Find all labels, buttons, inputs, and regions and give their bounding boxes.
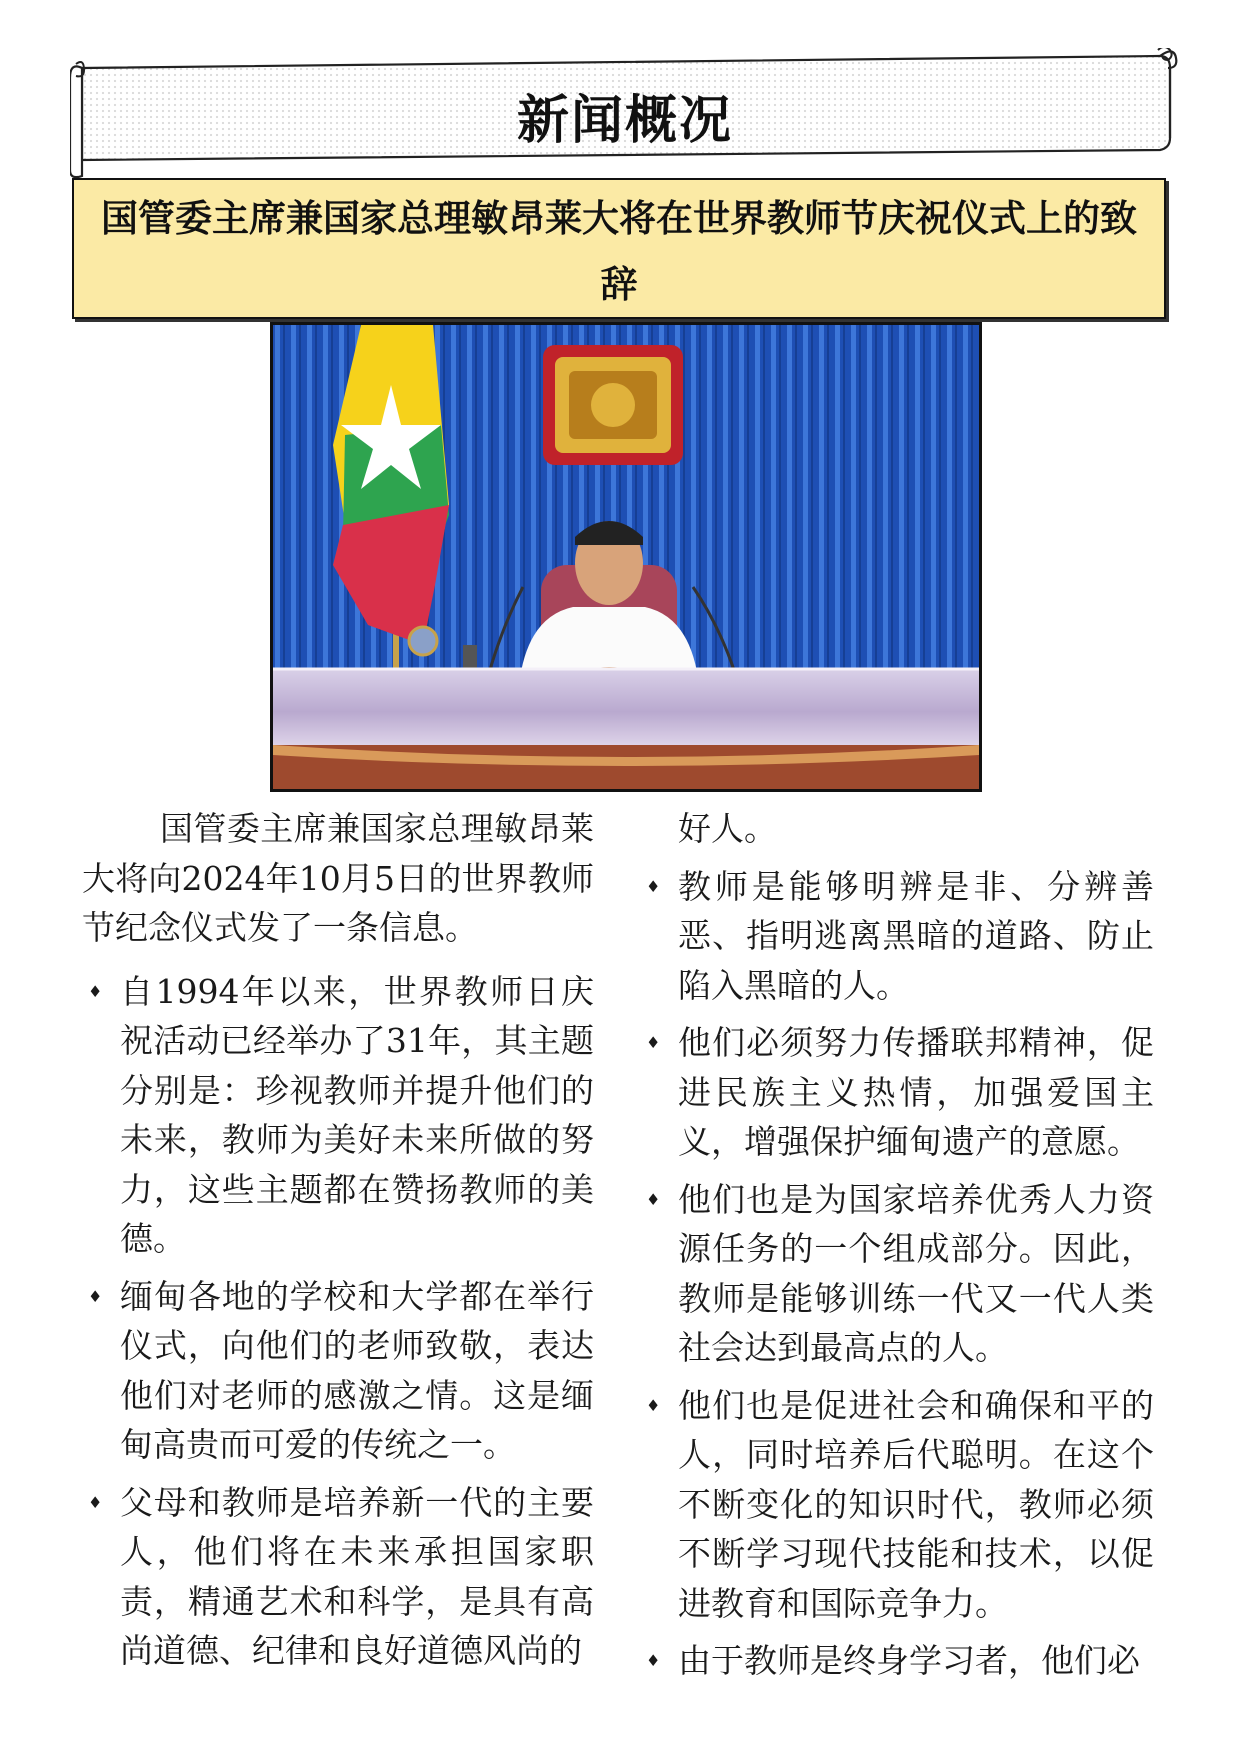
official-portrait-photo-icon: [273, 325, 979, 789]
diamond-bullet-icon: ♦: [646, 1395, 661, 1415]
list-item-text: 他们也是促进社会和确保和平的人，同时培养后代聪明。在这个不断变化的知识时代，教师必须不断学习现代技能和技术，以促进教育和国际竞争力。: [678, 1385, 1154, 1623]
list-item-text: 缅甸各地的学校和大学都在举行仪式，向他们的老师致敬，表达他们对老师的感激之情。这是缅甸高贵而可爱的传统之一。: [120, 1276, 594, 1464]
lead-paragraph: 国管委主席兼国家总理敏昂莱大将向2024年10月5日的世界教师节纪念仪式发了一条信息。: [82, 809, 594, 947]
diamond-bullet-icon: ♦: [88, 1492, 103, 1512]
list-item-text: 教师是能够明辨是非、分辨善恶、指明逃离黑暗的道路、防止陷入黑暗的人。: [678, 866, 1154, 1005]
list-item-text: 由于教师是终身学习者，他们必: [678, 1641, 1140, 1680]
list-item: [640, 862, 1154, 1011]
list-item: [640, 1175, 1154, 1373]
list-item-text: 自1994年以来，世界教师日庆祝活动已经举办了31年，其主题分别是：珍视教师并提升他们的未来，教师为美好未来所做的努力，这些主题都在赞扬教师的美德。: [120, 971, 594, 1258]
list-item: [82, 1478, 594, 1676]
diamond-bullet-icon: ♦: [88, 981, 103, 1001]
left-column: [82, 804, 594, 1684]
page-title: 新闻概况: [516, 91, 733, 151]
state-emblem-icon: [543, 345, 683, 465]
diamond-bullet-icon: ♦: [88, 1286, 103, 1306]
news-headline: 国管委主席兼国家总理敏昂莱大将在世界教师节庆祝仪式上的致辞: [72, 178, 1166, 319]
list-item: [82, 1272, 594, 1470]
list-item: [640, 1636, 1154, 1686]
list-item: [82, 967, 594, 1264]
list-item-text: 父母和教师是培养新一代的主要人，他们将在未来承担国家职责，精通艺术和科学，是具有高尚道德、纪律和良好道德风尚的: [120, 1482, 594, 1670]
bullet-list-left: [82, 967, 594, 1676]
list-item: [640, 1018, 1154, 1167]
list-item: [640, 1381, 1154, 1629]
list-item-text: 他们必须努力传播联邦精神，促进民族主义热情，加强爱国主义，增强保护缅甸遗产的意愿。: [678, 1023, 1154, 1161]
title-banner: [70, 48, 1180, 178]
diamond-bullet-icon: ♦: [646, 1651, 661, 1670]
continued-text: 好人。: [678, 809, 777, 848]
diamond-bullet-icon: ♦: [646, 876, 661, 896]
diamond-bullet-icon: ♦: [646, 1033, 661, 1052]
list-item-text: 他们也是为国家培养优秀人力资源任务的一个组成部分。因此，教师是能够训练一代又一代人类社会达到最高点的人。: [678, 1179, 1154, 1367]
diamond-bullet-icon: ♦: [646, 1189, 661, 1209]
bullet-list-right: [640, 862, 1154, 1686]
right-column: [640, 804, 1154, 1694]
news-photo: [270, 322, 982, 792]
